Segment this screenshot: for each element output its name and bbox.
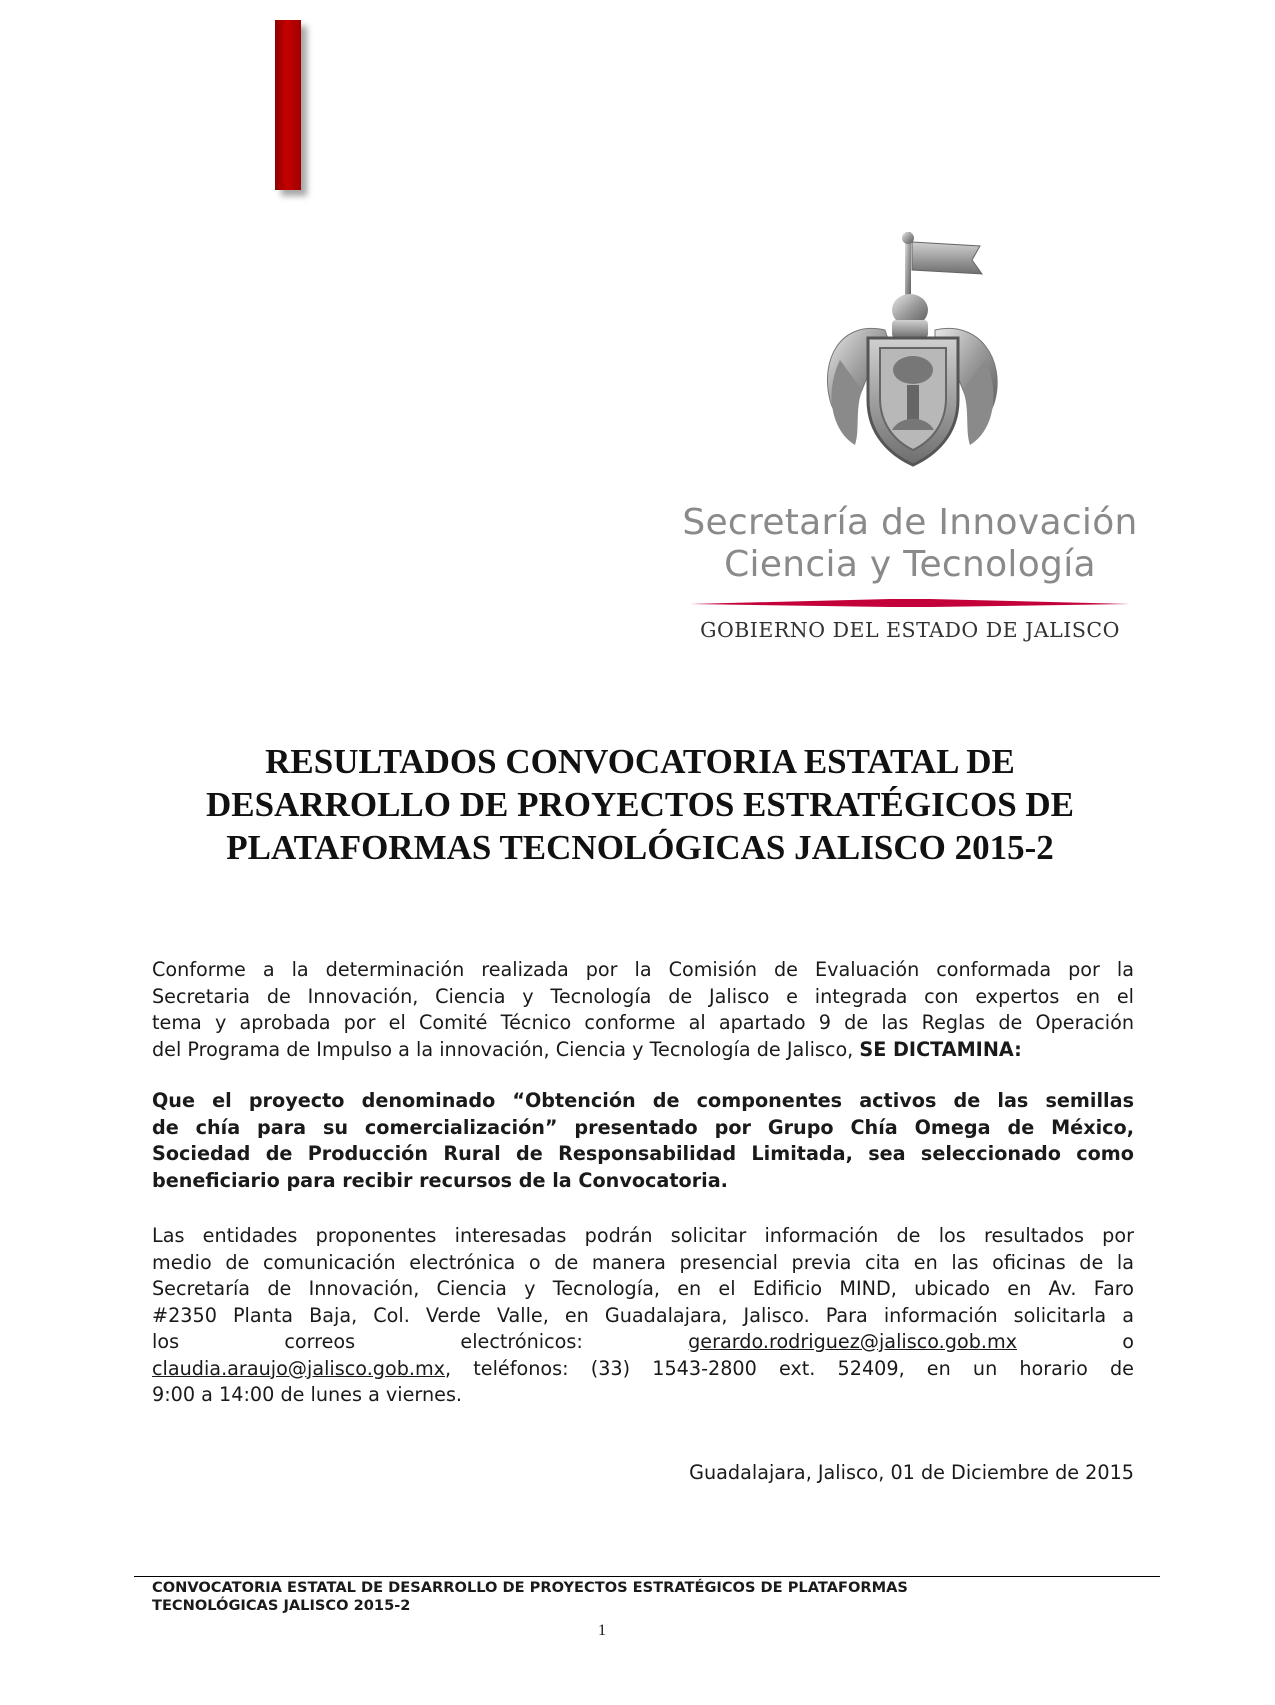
text-line: 9:00 a 14:00 de lunes a viernes. [152,1383,463,1406]
text-line: tema y aprobada por el Comité Técnico conforme al apartado 9 de las Reglas de Operación [152,1011,1134,1034]
dictamina-label: SE DICTAMINA: [859,1037,1022,1061]
document-date: Guadalajara, Jalisco, 01 de Diciembre de 2015 [689,1461,1134,1484]
footer-title [152,1579,1152,1615]
paragraph-contact-info [152,1223,1134,1409]
text-fragment: los [152,1330,180,1353]
text-line: de chía para su comercialización” presentado por Grupo Chía Omega de México, [152,1115,1134,1139]
footer-line: CONVOCATORIA ESTATAL DE DESARROLLO DE PROYECTOS ESTRATÉGICOS DE PLATAFORMAS [152,1579,908,1596]
logo-divider [690,596,1130,610]
title-line: DESARROLLO DE PROYECTOS ESTRATÉGICOS DE [205,785,1075,824]
text-line: beneficiario para recibir recursos de la Convocatoria. [152,1168,728,1192]
email-link-claudia[interactable]: claudia.araujo@jalisco.gob.mx [152,1356,446,1380]
text-line: Las entidades proponentes interesadas podrán solicitar información de los resultados por [152,1224,1134,1247]
text-line [152,1356,1134,1383]
paragraph-resolution [152,1088,1134,1194]
text-fragment: , teléfonos: (33) 1543-2800 ext. 52409, en un horario de [445,1356,1134,1380]
text-fragment: o [1122,1330,1135,1353]
title-line: RESULTADOS CONVOCATORIA ESTATAL DE [265,742,1015,781]
text-line: Secretaria de Innovación, Ciencia y Tecnología de Jalisco e integrada con expertos en el [152,984,1134,1008]
text-line: Conforme a la determinación realizada por la Comisión de Evaluación conformada por la [152,958,1134,981]
text-line: Secretaría de Innovación, Ciencia y Tecnología, en el Edificio MIND, ubicado en Av. Faro [152,1277,1134,1300]
text-line [152,1037,1134,1064]
text-fragment: electrónicos: [460,1330,583,1353]
email-link-gerardo[interactable]: gerardo.rodriguez@jalisco.gob.mx [688,1330,1018,1353]
document-title [150,740,1130,869]
logo-title-line2: Ciencia y Tecnología [724,544,1096,585]
footer-divider [134,1576,1160,1577]
text-fragment: del Programa de Impulso a la innovación, Ciencia y Tecnología de Jalisco, [152,1037,860,1061]
text-line: Sociedad de Producción Rural de Responsabilidad Limitada, sea seleccionado como [152,1142,1134,1165]
text-line: #2350 Planta Baja, Col. Verde Valle, en Guadalajara, Jalisco. Para información solicitarla a [152,1303,1134,1327]
text-line [152,1329,1134,1356]
logo-government-name: GOBIERNO DEL ESTADO DE JALISCO [700,618,1120,642]
text-line: medio de comunicación electrónica o de manera presencial previa cita en las oficinas de la [152,1250,1134,1274]
red-accent-bar [275,20,301,190]
logo-title-line1: Secretaría de Innovación [682,502,1138,543]
coat-of-arms-icon [800,230,1030,490]
secretaria-logo [680,230,1140,650]
page-number: 1 [598,1622,606,1639]
footer-line: TECNOLÓGICAS JALISCO 2015-2 [152,1597,411,1614]
title-line: PLATAFORMAS TECNOLÓGICAS JALISCO 2015-2 [226,828,1054,867]
text-line: Que el proyecto denominado “Obtención de componentes activos de las semillas [152,1089,1134,1112]
text-fragment: correos [284,1330,356,1353]
paragraph-determination [152,957,1134,1063]
